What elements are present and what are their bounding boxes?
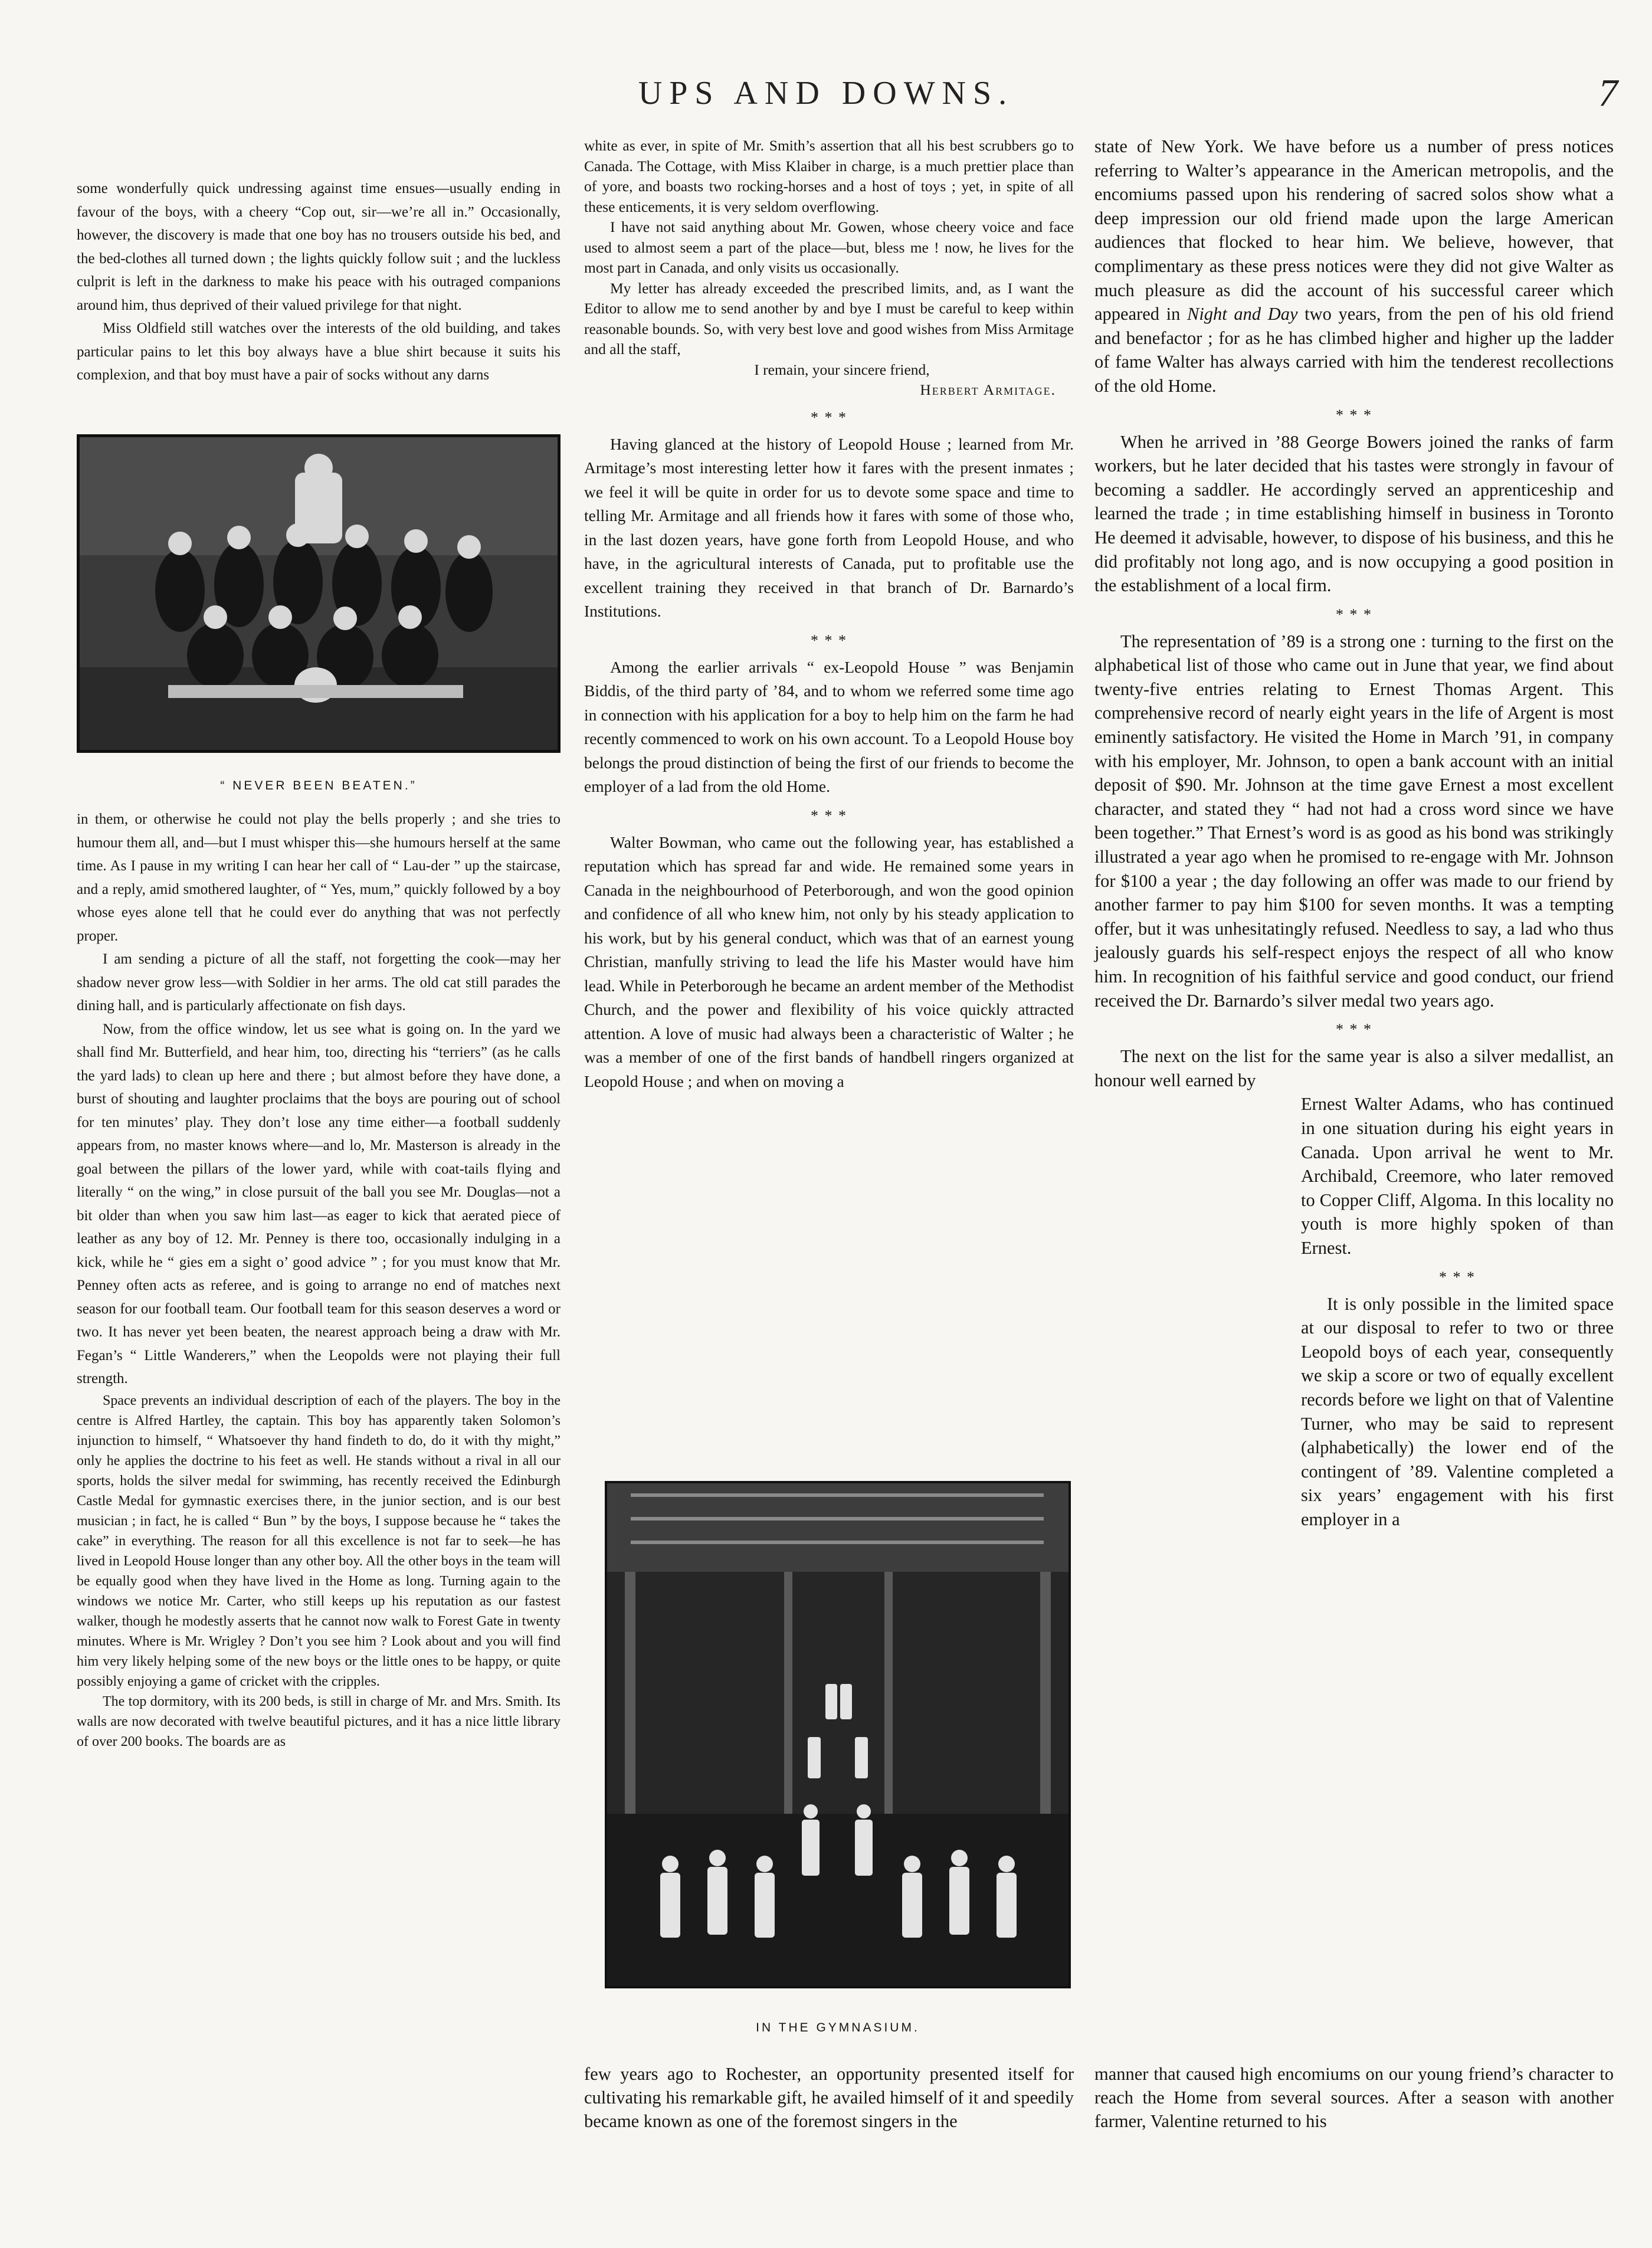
section-divider: * * * — [811, 631, 847, 649]
paragraph: When he arrived in ’88 George Bowers joined the ranks of farm workers, but he later decided that his tastes were strongly in favour of becoming a saddler. He accordingly served an apprenticeship and learned the trade ; in time establishing himself in business in Toronto He deemed it advisable, however, to dispose of his business, and this he did profitably not long ago, and is now occupying a good position in the establishment of a local firm. — [1094, 431, 1614, 596]
paragraph — [1094, 135, 1614, 398]
column-1 — [77, 177, 560, 1752]
section-divider: * * * — [1336, 1021, 1372, 1038]
page-number: 7 — [1598, 71, 1618, 114]
paragraph: The top dormitory, with its 200 beds, is still in charge of Mr. and Mrs. Smith. Its walls are now decorated with twelve beautiful pictures, and it has a nice little library of over 200 books. The boards are as — [77, 1693, 560, 1749]
football-team-illustration — [80, 437, 558, 750]
section-divider: * * * — [1439, 1268, 1476, 1286]
paragraph: Space prevents an individual description of each of the players. The boy in the centre is Alfred Hartley, the captain. This boy has apparently taken Solomon’s injunction to himself, “ Whatsoever thy hand findeth to do, do it with thy might,” only he applies the doctrine to his feet as well. He stands without a rival in all our sports, holds the silver medal for swimming, has recently received the Edinburgh Castle Medal for gymnastic exercises there, in the junior section, and is our best musician ; in fact, he is called “ Bun ” by the boys, I suppose because he “ takes the cake” in everything. The reason for all this excellence is not far to seek—he has lived in Leopold House longer than any other boy. All the other boys in the team will be equally good when they have lived in the Home as long. Turning again to the windows we notice Mr. Carter, who still keeps up his reputation as our fastest walker, though he modestly asserts that he cannot now walk to Forest Gate in twenty minutes. Where is Mr. Wrigley ? Don’t you see him ? Look about and you will find him very likely helping some of the new boys or the little ones to be happy, or quite possibly enjoying a game of cricket with the cripples. — [77, 1392, 560, 1689]
section-divider: * * * — [811, 807, 847, 824]
section-divider: * * * — [1336, 406, 1372, 424]
paragraph: The representation of ’89 is a strong one : turning to the first on the alphabetical list of those who came out in June that year, we find about twenty-five entries relating to Ernest Thomas Argent. This comprehensive record of nearly eight years in the life of Argent is most eminently satisfactory. He visited the Home in March ’91, in company with his employer, Mr. Johnson, to open a bank account with an initial deposit of $90. Mr. Johnson at the time gave Ernest a most excellent character, and stated they “ had not had a cross word since we have been together.” That Ernest’s word is as good as his bond was strikingly illustrated a year ago when he promised to re-engage with Mr. Johnson for $100 a year ; the day following an offer was made to our friend by another farmer to pay him $100 for seven months. It was a tempting offer, but it was unhesitatingly refused. Needless to say, a lad who thus jealously guards his self-respect enjoys the respect of all who know him. In recognition of his faithful service and good conduct, our friend received the Dr. Barnardo’s silver medal two years ago. — [1094, 631, 1614, 1011]
column-3-bottom — [1094, 2062, 1614, 2133]
paragraph: It is only possible in the limited space at our disposal to refer to two or three Leopold boys of each year, consequently we skip a score or two of equally excellent records before we light on that of Valentine Turner, who may be said to represent (alphabetically) the lower end of the contingent of ’89. Valentine completed a six years’ engagement with his first employer in a — [1301, 1293, 1614, 1529]
section-divider: * * * — [811, 408, 847, 426]
letter-closing: I remain, your sincere friend, — [754, 361, 930, 378]
paragraph: some wonderfully quick undressing against time ensues—usually ending in favour of the boys, with a cheery “Cop out, sir—we’re all in.” Occasionally, however, the discovery is made that one boy has no trousers outside his bed, and the bed-clothes all turned down ; the lights quickly follow suit ; and the luckless culprit is left in the darkness to make his peace with his outraged companions around him, thus deprived of their valued privilege for that night. — [77, 181, 560, 313]
football-team-photo — [77, 434, 560, 753]
paragraph: I am sending a picture of all the staff, not forgetting the cook—may her shadow never grow less—with Soldier in her arms. The old cat still parades the dining hall, and is particularly affectionate on fish days. — [77, 951, 560, 1014]
paragraph: Having glanced at the history of Leopold House ; learned from Mr. Armitage’s most interesting letter how it fares with the present inmates ; we feel it will be quite in order for us to devote some space and time to telling Mr. Armitage and all friends how it fares with some of those who, in the last dozen years, have gone forth from Leopold House, and who have, in the agricultural interests of Canada, put to profitable use the excellent training they received in that branch of Dr. Barnardo’s Institutions. — [584, 434, 1074, 620]
paragraph-text: two years, from the pen of his old friend and benefactor ; for as he has climbed higher and higher up the ladder of fame Walter has always carried with him the tenderest recollections of the old Home. — [1094, 304, 1614, 396]
paragraph: Among the earlier arrivals “ ex-Leopold House ” was Benjamin Biddis, of the third party of ’84, and to whom we referred some time ago in connection with his application for a boy to help him on the farm he had recently commenced to work on his own account. To a Leopold House boy belongs the proud distinction of being the first of our friends to become the employer of a lad from the old Home. — [584, 657, 1074, 795]
paragraph: white as ever, in spite of Mr. Smith’s assertion that all his best scrubbers go to Canada. The Cottage, with Miss Klaiber in charge, is a much prettier place than of yore, and boasts two rocking-horses and a host of toys ; yet, in spite of all these enticements, it is very seldom overflowing. — [584, 137, 1074, 215]
paragraph: Ernest Walter Adams, who has continued in one situation during his eight years in Canada. Upon arrival he went to Mr. Archibald, Creemore, who later removed to Copper Cliff, Algoma. In this locality no youth is more highly spoken of than Ernest. — [1301, 1094, 1614, 1258]
section-divider: * * * — [1336, 605, 1372, 623]
paragraph: few years ago to Rochester, an opportunity presented itself for cultivating his remarkable gift, he availed himself of it and speedily became known as one of the foremost singers in the — [584, 2064, 1074, 2131]
paragraph: Now, from the office window, let us see what is going on. In the yard we shall find Mr. Butterfield, and hear him, too, directing his “terriers” (as he calls the yard lads) to clean up here and there ; but almost before they have done, a burst of shouting and laughter proclaims that the boys are pouring out of school for ten minutes’ play. They don’t lose any time either—a football suddenly appears from, no master knows where—and lo, Mr. Masterson is already in the goal between the pillars of the lower yard, while with coat-tails flying and literally “ on the wing,” in close pursuit of the ball you see Mr. Douglas—not a bit older than when you saw him last—as eager to kick that aerated piece of leather as any boy of 12. Mr. Penney is there too, occasionally indulging in a kick, while he “ gies em a sight o’ good advice ” ; for you must know that Mr. Penney often acts as referee, and is going to arrange no end of matches next season for our football team. Our football team for this season deserves a word or two. It has never yet been beaten, the nearest approach being a draw with Mr. Fegan’s “ Little Wanderers,” when the Leopolds were not playing their full strength. — [77, 1021, 560, 1387]
paragraph: manner that caused high encomiums on our young friend’s character to reach the Home from several sources. After a season with another farmer, Valentine returned to his — [1094, 2064, 1614, 2131]
column-2 — [584, 136, 1074, 1093]
paragraph: I have not said anything about Mr. Gowen, whose cheery voice and face used to almost seem a part of the place—but, bless me ! now, he lives for the most part in Canada, and only visits us occasionally. — [584, 218, 1074, 276]
paragraph: My letter has already exceeded the prescribed limits, and, as I want the Editor to allow me to send another by and bye I must be careful to keep within reasonable bounds. So, with very best love and good wishes from Miss Armitage and all the staff, — [584, 279, 1074, 358]
gymnasium-illustration — [607, 1483, 1068, 1986]
paragraph: The next on the list for the same year is also a silver medallist, an honour well earned by — [1094, 1046, 1614, 1090]
column-3 — [1094, 135, 1614, 1531]
paragraph-text: state of New York. We have before us a number of press notices referring to Walter’s appearance in the American metropolis, and the encomiums passed upon his rendering of sacred solos show what a deep impression our old friend made upon the large American audiences that flocked to hear him. We believe, however, that complimentary as these press notices were they did not give Walter as much pleasure as did the account of his successful career which appeared in — [1094, 136, 1614, 325]
photo-caption: “ NEVER BEEN BEATEN.” — [220, 778, 417, 792]
page-header — [0, 71, 1652, 130]
paragraph: Miss Oldfield still watches over the interests of the old building, and takes particular pains to let this boy always have a blue shirt because it suits his complexion, and that boy must have a pair of socks without any darns — [77, 320, 560, 383]
gymnasium-photo — [605, 1481, 1071, 1988]
publication-title: Night and Day — [1186, 304, 1298, 325]
column-2-bottom — [584, 2062, 1074, 2133]
letter-signature: Herbert Armitage. — [920, 381, 1056, 398]
photo-caption: IN THE GYMNASIUM. — [756, 2021, 920, 2034]
paragraph: Walter Bowman, who came out the following year, has established a reputation which has spread far and wide. He remained some years in Canada in the neighbourhood of Peterborough, and won the good opinion and confidence of all who knew him, not only by his steady application to his work, but by his general conduct, which was that of an earnest young Christian, manfully striving to lead the life his Master would have him lead. While in Peterborough he became an ardent member of the Methodist Church, and the power and flexibility of his voice quickly attracted attention. A love of music had always been a characteristic of Walter ; he was a member of one of the first bands of handbell ringers organized at Leopold House ; and when on moving a — [584, 833, 1074, 1090]
paragraph: in them, or otherwise he could not play the bells properly ; and she tries to humour them all, and—but I must whisper this—she humours herself at the same time. As I pause in my writing I can hear her call of “ Lau-der ” up the staircase, and a reply, amid smothered laughter, of “ Yes, mum,” quickly followed by a boy whose eyes alone tell that he could ever do anything that was not perfectly proper. — [77, 811, 560, 944]
running-title: UPS AND DOWNS. — [638, 75, 1014, 112]
